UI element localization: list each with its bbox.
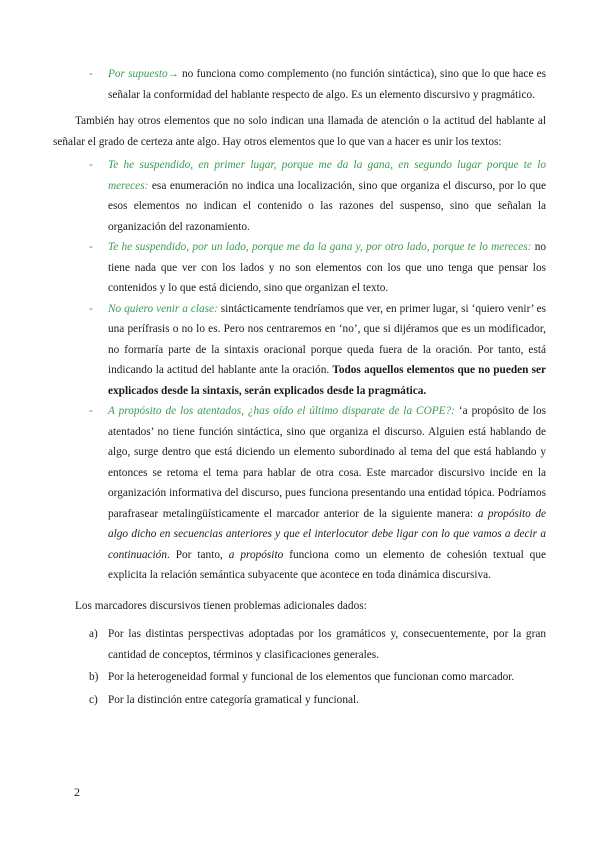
explanation-text-2: . Por tanto, [166, 548, 229, 561]
explanation-text: sintácticamente tendríamos que ver, en primer lugar, si ‘quiero venir’ es una perífrasis o no lo es. Pero nos centraremos en ‘no’, que si dijéramos que es un modificador, no formaría parte de la sintaxis oracional porque queda fuera de la oración. Por tanto, está indicando la actitud del hablante ante la oración. [108, 302, 547, 376]
paragraph: También hay otros elementos que no solo indican una llamada de atención o la actitud del hablante al señalar el grado de certeza ante algo. Hay otros elementos que lo que van a hacer es unir los textos: [53, 115, 546, 148]
page-content [53, 64, 546, 712]
italic-paraphrase: a propósito de algo dicho en secuencias anteriores y que el interlocutor debe ligar con lo que vamos a decir a continuación [108, 507, 546, 561]
explanation-text: no funciona como complemento (no función sintáctica), sino que lo que hace es señalar la conformidad del hablante respecto de algo. Es un elemento discursivo y pragmático. [108, 68, 546, 101]
italic-term: a propósito [228, 548, 284, 561]
list-item-a-proposito [53, 401, 546, 586]
explanation-text-3: funciona como un elemento de cohesión textual que explicita la relación semántica subyacente que acontece en toda dinámica discursiva. [108, 548, 546, 581]
list-text: Por la heterogeneidad formal y funcional de los elementos que funcionan como marcador. [108, 671, 515, 683]
arrow-icon: → [167, 68, 179, 80]
list-item-no-quiero [53, 299, 546, 402]
list-item-a [53, 624, 546, 665]
bold-conclusion: Todos aquellos elementos que no pueden ser explicados desde la sintaxis, serán explicados desde la pragmática. [108, 364, 546, 397]
list-item-c [53, 690, 546, 711]
example-phrase: Te he suspendido, en primer lugar, porque me da la gana, en segundo lugar porque te lo mereces: [108, 159, 546, 192]
dash-marker: - [89, 241, 93, 253]
list-text: Por la distinción entre categoría gramatical y funcional. [108, 693, 359, 706]
list-item-b [53, 667, 546, 688]
dash-marker: - [89, 302, 93, 315]
explanation-text: esa enumeración no indica una localización, sino que organiza el discurso, por lo que esos elementos no indican el contenido o las razones del suspenso, sino que señalan la organización del razonamiento. [108, 179, 546, 233]
dash-marker: - [89, 159, 93, 171]
list-marker: a) [89, 628, 98, 640]
list-item-enumeracion [53, 155, 546, 237]
explanation-text: no tiene nada que ver con los lados y no son elementos con los que uno tenga que pensar los contenidos y lo que está diciendo, sino que organizan el texto. [108, 241, 546, 294]
list-marker: c) [89, 693, 98, 706]
page-number: 2 [74, 785, 80, 799]
explanation-text: ‘a propósito de los atentados’ no tiene función sintáctica, sino que organiza el discurso. Alguien está hablando de algo, surge dentro que está diciendo un elemento subordinado al tema del que está hablando y entonces se retoma el tema para hablar de otra cosa. Este marcador discursivo incide en la organización informativa del discurso, pues funciona presentando una entidad tópica. Podríamos parafrasear metalingüísticamente el marcador anterior de la siguiente manera: [108, 405, 546, 520]
dash-marker: - [89, 68, 93, 80]
example-phrase: Por supuesto [108, 68, 168, 80]
example-phrase: Te he suspendido, por un lado, porque me da la gana y, por otro lado, porque te lo mereces: [108, 241, 532, 253]
list-item-por-supuesto [53, 64, 546, 105]
list-text: Por las distintas perspectivas adoptadas por los gramáticos y, consecuentemente, por la gran cantidad de conceptos, términos y clasificaciones generales. [108, 628, 546, 661]
paragraph-intro: Los marcadores discursivos tienen problemas adicionales dados: [75, 599, 367, 612]
list-marker: b) [89, 671, 99, 683]
example-phrase: No quiero venir a clase: [108, 302, 218, 315]
example-phrase: A propósito de los atentados, ¿has oído el último disparate de la COPE?: [108, 405, 455, 417]
list-item-por-un-lado [53, 237, 546, 299]
dash-marker: - [89, 405, 93, 417]
